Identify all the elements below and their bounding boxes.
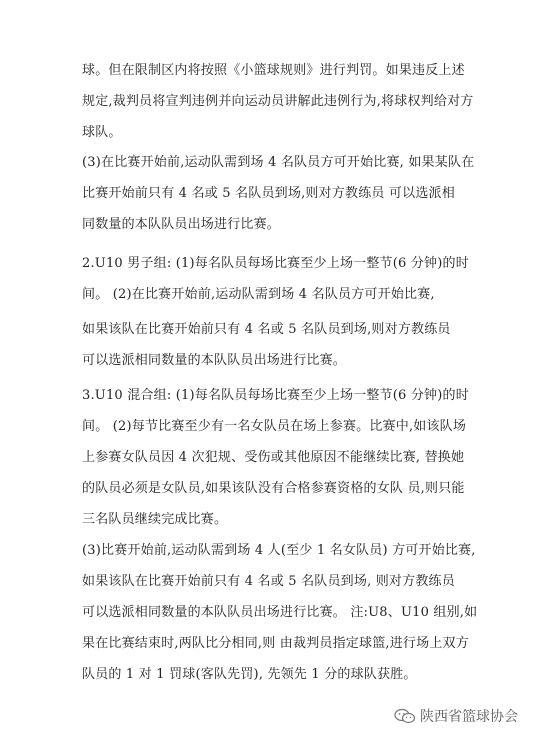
text-line: 如果该队在比赛开始前只有 4 名或 5 名队员到场, 则对方教练员 bbox=[82, 574, 455, 589]
watermark-text: 陕西省篮球协会 bbox=[420, 709, 518, 725]
text-line: 三名队员继续完成比赛。 bbox=[82, 512, 228, 527]
text-line: 3.U10 混合组: (1)每名队员每场比赛至少上场一整节(6 分钟)的时 bbox=[82, 388, 469, 403]
text-line: 的队员必须是女队员,如果该队没有合格参赛资格的女队 员,则只能 bbox=[82, 481, 465, 496]
text-line: 2.U10 男子组: (1)每名队员每场比赛至少上场一整节(6 分钟)的时 bbox=[82, 256, 469, 271]
text-line: 可以选派相同数量的本队队员出场进行比赛。 bbox=[82, 353, 347, 368]
paragraph-6 bbox=[82, 535, 502, 690]
text-line: 果在比赛结束时,两队比分相同,则 由裁判员指定球篮,进行场上双方 bbox=[82, 636, 469, 651]
text-line: 球队。 bbox=[82, 125, 122, 140]
text-line: 可以选派相同数量的本队队员出场进行比赛。 注:U8、U10 组别,如 bbox=[82, 605, 478, 620]
watermark bbox=[394, 706, 518, 726]
text-line: 上参赛女队员因 4 次犯规、受伤或其他原因不能继续比赛, 替换她 bbox=[82, 450, 465, 465]
text-line: 间。 (2)在比赛开始前,运动队需到场 4 名队员方可开始比赛, bbox=[82, 287, 435, 302]
text-line: (3)在比赛开始前,运动队需到场 4 名队员方可开始比赛, 如果某队在 bbox=[82, 155, 475, 170]
text-line: 同数量的本队队员出场进行比赛。 bbox=[82, 217, 281, 232]
text-line: 间。 (2)每节比赛至少有一名女队员在场上参赛。比赛中,如该队场 bbox=[82, 419, 467, 434]
text-line: 规定,裁判员将宣判违例并向运动员讲解此违例行为,将球权判给对方 bbox=[82, 94, 474, 109]
paragraph-5 bbox=[82, 380, 502, 535]
paragraph-3 bbox=[82, 248, 502, 310]
text-line: 球。但在限制区内将按照《小篮球规则》进行判罚。如果违反上述 bbox=[82, 63, 465, 78]
text-line: (3)比赛开始前,运动队需到场 4 人(至少 1 名女队员) 方可开始比赛, bbox=[82, 543, 476, 558]
paragraph-2 bbox=[82, 147, 502, 240]
wechat-icon bbox=[394, 708, 416, 724]
paragraph-1 bbox=[82, 55, 502, 148]
text-line: 队员的 1 对 1 罚球(客队先罚), 先领先 1 分的球队获胜。 bbox=[82, 667, 417, 682]
text-line: 如果该队在比赛开始前只有 4 名或 5 名队员到场,则对方教练员 bbox=[82, 322, 451, 337]
paragraph-4 bbox=[82, 314, 502, 376]
text-line: 比赛开始前只有 4 名或 5 名队员到场,则对方教练员 可以选派相 bbox=[82, 186, 455, 201]
